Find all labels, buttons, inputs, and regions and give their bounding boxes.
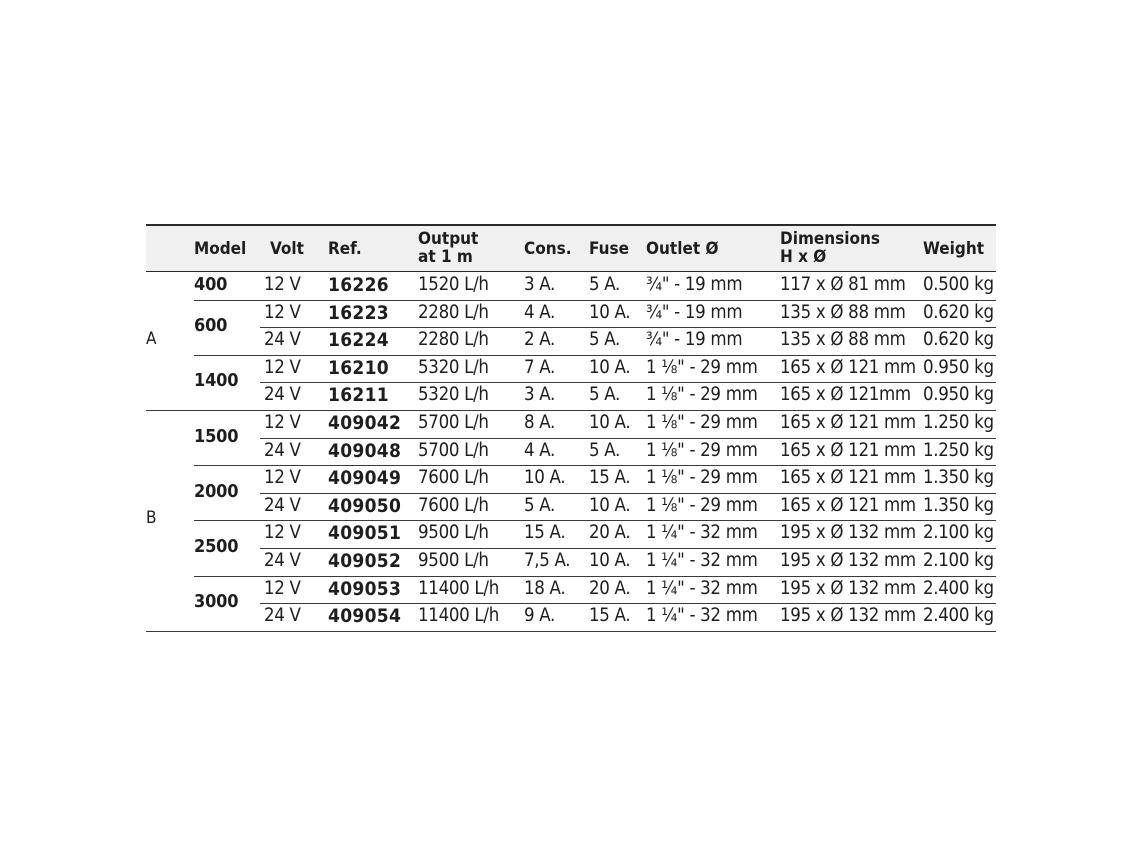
- weight-cell: 1.350 kg: [923, 494, 994, 516]
- header-output-line2: at 1 m: [418, 247, 473, 267]
- volt-cell: 24 V: [264, 494, 301, 516]
- header-volt: Volt: [270, 239, 304, 259]
- output-cell: 2280 L/h: [418, 329, 489, 351]
- table-row: [146, 603, 996, 631]
- dimensions-cell: 165 x Ø 121 mm: [780, 494, 916, 516]
- outlet-cell: 1 ⅛" - 29 mm: [646, 439, 758, 461]
- ref-cell: 16226: [328, 274, 389, 296]
- cons-cell: 7 A.: [524, 356, 556, 378]
- header-output: [418, 230, 478, 266]
- dimensions-cell: 165 x Ø 121 mm: [780, 356, 916, 378]
- table-row: [146, 576, 996, 604]
- table-header: [146, 224, 996, 272]
- output-cell: 11400 L/h: [418, 605, 499, 627]
- pump-spec-table: [146, 224, 996, 628]
- weight-cell: 2.400 kg: [923, 605, 994, 627]
- output-cell: 1520 L/h: [418, 274, 489, 295]
- outlet-cell: ¾" - 19 mm: [646, 329, 743, 351]
- ref-cell: 409053: [328, 577, 402, 600]
- cons-cell: 10 A.: [524, 467, 566, 489]
- table-row: [146, 520, 996, 548]
- row-divider: [260, 603, 996, 604]
- cons-cell: 9 A.: [524, 605, 556, 627]
- weight-cell: 0.620 kg: [923, 329, 994, 351]
- table-row: [146, 300, 996, 328]
- output-cell: 5700 L/h: [418, 439, 489, 461]
- row-divider: [260, 548, 996, 549]
- fuse-cell: 10 A.: [589, 301, 631, 323]
- fuse-cell: 5 A.: [589, 274, 621, 295]
- weight-cell: 1.250 kg: [923, 439, 994, 461]
- model-divider: [194, 465, 996, 466]
- outlet-cell: 1 ¼" - 32 mm: [646, 577, 758, 599]
- outlet-cell: 1 ¼" - 32 mm: [646, 605, 758, 627]
- header-dimensions-line2: H x Ø: [780, 247, 827, 267]
- ref-cell: 16210: [328, 356, 389, 379]
- group-divider: [146, 631, 996, 632]
- fuse-cell: 15 A.: [589, 467, 631, 489]
- header-weight: Weight: [923, 239, 985, 259]
- output-cell: 5320 L/h: [418, 384, 489, 406]
- row-divider: [260, 327, 996, 328]
- ref-cell: 16224: [328, 329, 389, 352]
- outlet-cell: 1 ¼" - 32 mm: [646, 550, 758, 571]
- table-row: [146, 272, 996, 300]
- model-label: 1400: [194, 370, 239, 392]
- model-label: 2500: [194, 536, 239, 557]
- model-divider: [194, 355, 996, 356]
- cons-cell: 7,5 A.: [524, 550, 571, 571]
- model-label: 3000: [194, 591, 239, 613]
- model-label: 400: [194, 273, 228, 295]
- ref-cell: 409048: [328, 439, 402, 462]
- group-label: B: [146, 508, 157, 529]
- group-divider: [146, 410, 996, 411]
- dimensions-cell: 195 x Ø 132 mm: [780, 522, 916, 544]
- fuse-cell: 5 A.: [589, 384, 621, 406]
- cons-cell: 18 A.: [524, 577, 566, 599]
- model-label: 2000: [194, 480, 239, 502]
- output-cell: 2280 L/h: [418, 301, 489, 323]
- output-cell: 7600 L/h: [418, 467, 489, 489]
- model-label: 1500: [194, 425, 239, 447]
- dimensions-cell: 135 x Ø 88 mm: [780, 301, 906, 323]
- fuse-cell: 15 A.: [589, 605, 631, 627]
- fuse-cell: 10 A.: [589, 356, 631, 378]
- outlet-cell: 1 ⅛" - 29 mm: [646, 356, 758, 378]
- row-divider: [260, 493, 996, 494]
- model-label: 600: [194, 315, 228, 337]
- header-output-line1: Output: [418, 229, 479, 249]
- dimensions-cell: 135 x Ø 88 mm: [780, 329, 906, 351]
- table-row: [146, 465, 996, 493]
- volt-cell: 12 V: [264, 577, 301, 599]
- header-dimensions: [780, 230, 880, 266]
- fuse-cell: 10 A.: [589, 550, 631, 571]
- cons-cell: 4 A.: [524, 301, 556, 323]
- header-cons: Cons.: [524, 239, 572, 259]
- table-row: [146, 355, 996, 383]
- volt-cell: 12 V: [264, 356, 301, 378]
- header-model: Model: [194, 239, 247, 259]
- output-cell: 9500 L/h: [418, 550, 489, 571]
- weight-cell: 0.620 kg: [923, 301, 994, 323]
- fuse-cell: 20 A.: [589, 522, 631, 544]
- dimensions-cell: 195 x Ø 132 mm: [780, 577, 916, 599]
- ref-cell: 409042: [328, 412, 402, 434]
- outlet-cell: 1 ¼" - 32 mm: [646, 522, 758, 544]
- weight-cell: 2.400 kg: [923, 577, 994, 599]
- model-divider: [194, 576, 996, 577]
- weight-cell: 1.350 kg: [923, 467, 994, 489]
- weight-cell: 0.500 kg: [923, 274, 994, 295]
- header-outlet: Outlet Ø: [646, 239, 719, 259]
- dimensions-cell: 165 x Ø 121 mm: [780, 439, 916, 461]
- volt-cell: 24 V: [264, 550, 301, 571]
- weight-cell: 1.250 kg: [923, 412, 994, 433]
- table-row: [146, 493, 996, 521]
- cons-cell: 3 A.: [524, 384, 556, 406]
- fuse-cell: 20 A.: [589, 577, 631, 599]
- cons-cell: 2 A.: [524, 329, 556, 351]
- outlet-cell: 1 ⅛" - 29 mm: [646, 494, 758, 516]
- header-dimensions-line1: Dimensions: [780, 229, 880, 249]
- dimensions-cell: 165 x Ø 121 mm: [780, 412, 916, 433]
- volt-cell: 24 V: [264, 439, 301, 461]
- cons-cell: 3 A.: [524, 274, 556, 295]
- volt-cell: 12 V: [264, 467, 301, 489]
- table-row: [146, 327, 996, 355]
- fuse-cell: 10 A.: [589, 494, 631, 516]
- outlet-cell: ¾" - 19 mm: [646, 301, 743, 323]
- weight-cell: 2.100 kg: [923, 550, 994, 571]
- output-cell: 7600 L/h: [418, 494, 489, 516]
- volt-cell: 12 V: [264, 301, 301, 323]
- cons-cell: 8 A.: [524, 412, 556, 433]
- volt-cell: 24 V: [264, 605, 301, 627]
- fuse-cell: 5 A.: [589, 329, 621, 351]
- header-fuse: Fuse: [589, 239, 629, 259]
- volt-cell: 24 V: [264, 384, 301, 406]
- output-cell: 5700 L/h: [418, 412, 489, 433]
- dimensions-cell: 195 x Ø 132 mm: [780, 605, 916, 627]
- weight-cell: 0.950 kg: [923, 384, 994, 406]
- output-cell: 11400 L/h: [418, 577, 499, 599]
- cons-cell: 5 A.: [524, 494, 556, 516]
- dimensions-cell: 195 x Ø 132 mm: [780, 550, 916, 571]
- table-row: [146, 438, 996, 466]
- table-row: [146, 548, 996, 576]
- fuse-cell: 10 A.: [589, 412, 631, 433]
- outlet-cell: ¾" - 19 mm: [646, 274, 743, 295]
- row-divider: [260, 382, 996, 383]
- ref-cell: 16211: [328, 384, 389, 407]
- dimensions-cell: 165 x Ø 121 mm: [780, 467, 916, 489]
- output-cell: 5320 L/h: [418, 356, 489, 378]
- volt-cell: 12 V: [264, 412, 301, 433]
- group-label: A: [146, 329, 157, 349]
- fuse-cell: 5 A.: [589, 439, 621, 461]
- table-row: [146, 382, 996, 410]
- ref-cell: 16223: [328, 301, 389, 324]
- dimensions-cell: 165 x Ø 121mm: [780, 384, 911, 406]
- ref-cell: 409049: [328, 467, 402, 490]
- outlet-cell: 1 ⅛" - 29 mm: [646, 467, 758, 489]
- volt-cell: 12 V: [264, 522, 301, 544]
- outlet-cell: 1 ⅛" - 29 mm: [646, 412, 758, 433]
- weight-cell: 0.950 kg: [923, 356, 994, 378]
- volt-cell: 12 V: [264, 274, 301, 295]
- header-ref: Ref.: [328, 239, 362, 259]
- ref-cell: 409050: [328, 494, 402, 517]
- table-row: [146, 410, 996, 438]
- row-divider: [260, 438, 996, 439]
- ref-cell: 409051: [328, 522, 402, 545]
- output-cell: 9500 L/h: [418, 522, 489, 544]
- volt-cell: 24 V: [264, 329, 301, 351]
- outlet-cell: 1 ⅛" - 29 mm: [646, 384, 758, 406]
- ref-cell: 409052: [328, 550, 402, 572]
- cons-cell: 4 A.: [524, 439, 556, 461]
- weight-cell: 2.100 kg: [923, 522, 994, 544]
- model-divider: [194, 300, 996, 301]
- model-divider: [194, 520, 996, 521]
- dimensions-cell: 117 x Ø 81 mm: [780, 274, 906, 295]
- ref-cell: 409054: [328, 605, 402, 628]
- cons-cell: 15 A.: [524, 522, 566, 544]
